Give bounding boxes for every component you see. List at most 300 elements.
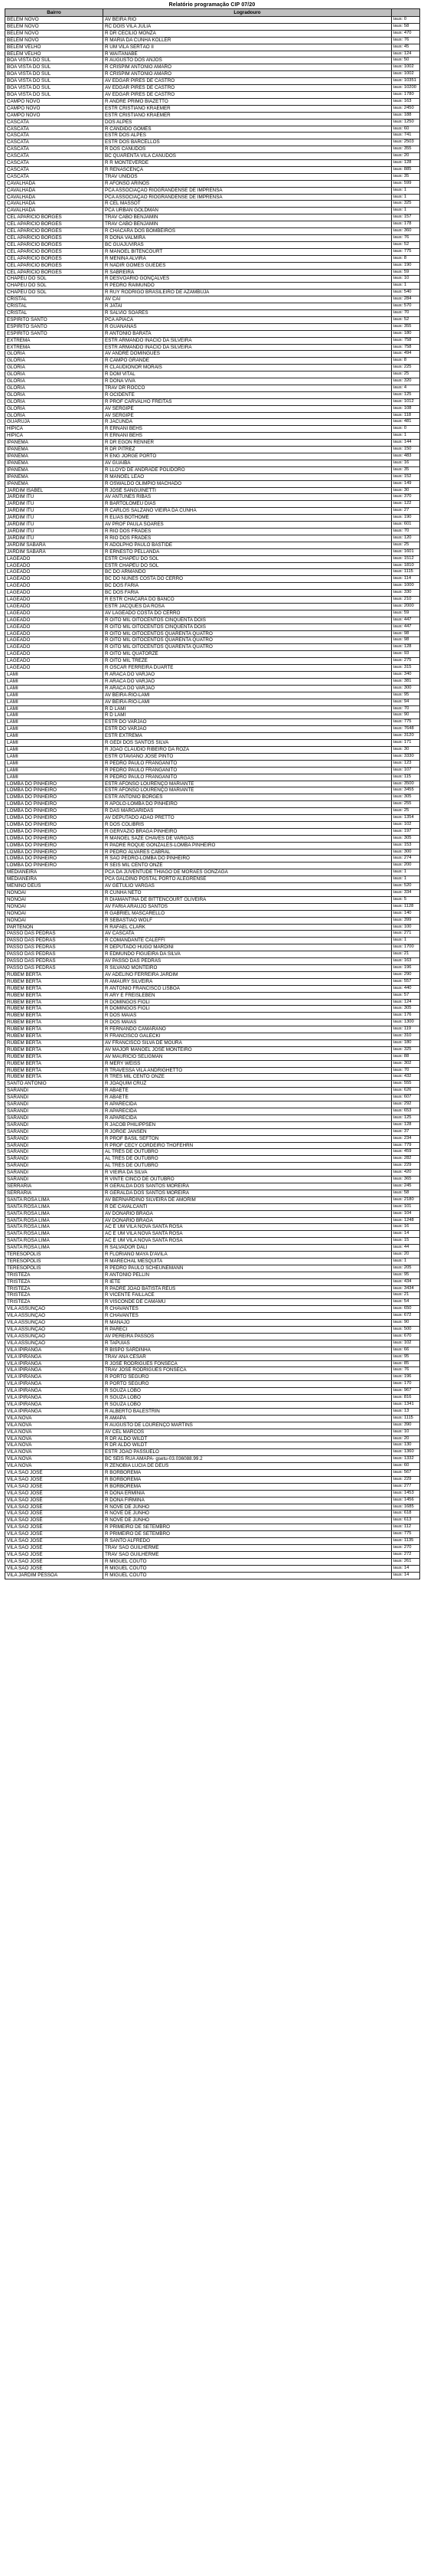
cell-logradouro: ESTR CHAPÉU DO SOL [103,562,392,569]
cell-bairro: LAMI [5,753,103,760]
table-row [5,160,420,167]
cell-logradouro: ESTR AFONSO LOURENÇO MARIANTE [103,787,392,794]
cell-logradouro: R OITO MIL OITOCENTOS CINQUENTA DOIS [103,617,392,624]
table-row [5,1060,420,1067]
cell-logradouro: AV CAI [103,296,392,303]
cell-value: iaus: 104 [392,1210,420,1217]
cell-bairro: CASCATA [5,133,103,139]
cell-bairro: LAGEADO [5,644,103,651]
cell-value: iaus: 650 [392,1306,420,1313]
table-header [5,9,420,17]
cell-bairro: LAGEADO [5,583,103,590]
cell-value: iaus: 1 [392,876,420,883]
cell-logradouro: R NADIR GOMES GUEDES [103,262,392,269]
cell-logradouro: R DIAMANTINA DE BITTENCOURT OLIVEIRA [103,896,392,903]
cell-value: iaus: 1248 [392,1217,420,1224]
cell-logradouro: R DR EGON RENNER [103,440,392,447]
cell-value: iaus: 1 [392,187,420,194]
table-row [5,842,420,849]
cell-bairro: SARANDI [5,1115,103,1121]
cell-bairro: LOMBA DO PINHEIRO [5,835,103,842]
cell-bairro: LOMBA DO PINHEIRO [5,828,103,835]
table-row [5,1340,420,1347]
table-row [5,221,420,228]
cell-logradouro: AV BEIRA RIO [103,17,392,24]
cell-logradouro: ESTR DOS BARCELLOS [103,139,392,146]
cell-bairro: LOMBA DO PINHEIRO [5,808,103,815]
table-row [5,1401,420,1408]
cell-logradouro: AL TRÊS DE OUTUBRO [103,1163,392,1170]
table-row [5,958,420,965]
cell-logradouro: TRAV CABO BENJAMIN [103,221,392,228]
cell-logradouro: TRAV UNIDOS [103,173,392,180]
cell-bairro: VILA ASSUNÇÃO [5,1313,103,1320]
cell-logradouro: R RUY RODRIGO BRASILEIRO DE AZAMBUJA [103,290,392,296]
table-row [5,1408,420,1415]
cell-bairro: IPANEMA [5,453,103,460]
cell-value: iaus: 540 [392,290,420,296]
table-row [5,1538,420,1545]
table-row [5,508,420,515]
table-row [5,1299,420,1306]
cell-value: iaus: 149 [392,480,420,487]
cell-bairro: MEDIANEIRA [5,869,103,876]
cell-value: iaus: 130 [392,1442,420,1449]
cell-bairro: LOMBA DO PINHEIRO [5,856,103,862]
cell-value: iaus: 274 [392,856,420,862]
cell-bairro: JARDIM ITU [5,535,103,542]
cell-bairro: BELÉM NOVO [5,23,103,30]
table-row [5,1210,420,1217]
cell-value: iaus: 320 [392,378,420,385]
cell-value: iaus: 107 [392,767,420,774]
cell-value: iaus: 205 [392,1265,420,1272]
cell-value: iaus: 470 [392,30,420,37]
table-row [5,1504,420,1511]
cell-value: iaus: 20 [392,1435,420,1442]
table-row [5,637,420,644]
table-row [5,917,420,924]
cell-bairro: LOMBA DO PINHEIRO [5,821,103,828]
table-row [5,71,420,78]
table-row [5,1252,420,1259]
cell-logradouro: R DOS MAIAS [103,1020,392,1026]
cell-bairro: NONOAI [5,910,103,917]
table-row [5,794,420,801]
cell-value: iaus: 58 [392,23,420,30]
cell-logradouro: BC QUARENTA VILA CANUDOS [103,153,392,160]
cell-bairro: GLÓRIA [5,385,103,391]
cell-bairro: LAGEADO [5,597,103,604]
table-row [5,644,420,651]
cell-logradouro: R PROF CECY CORDEIRO THOFEHRN [103,1142,392,1149]
cell-value: iaus: 124 [392,51,420,57]
cell-logradouro: R CÂNDIDO GOMES [103,126,392,133]
cell-logradouro: R DR ALDO WILDT [103,1435,392,1442]
cell-logradouro: AV BEIRA-RIO-LAMI [103,692,392,699]
cell-bairro: RUBEM BERTA [5,1053,103,1060]
cell-logradouro: BC DOS FARIA [103,590,392,597]
cell-logradouro: R DOMINGOS FIOLI [103,1006,392,1013]
table-row [5,815,420,822]
table-row [5,241,420,248]
cell-logradouro: TRAV JOSÉ RODRIGUES FONSECA [103,1367,392,1374]
cell-logradouro: R DONA ERMÍNIA [103,1490,392,1497]
cell-value: iaus: 10351 [392,78,420,85]
cell-value: iaus: 163 [392,98,420,105]
cell-logradouro: R CARLOS SALZANO VIEIRA DA CUNHA [103,508,392,515]
cell-value: iaus: 16 [392,460,420,466]
cell-logradouro: R DOMINGOS FIOLI [103,999,392,1006]
cell-bairro: PASSO DAS PEDRAS [5,958,103,965]
table-row [5,1524,420,1531]
cell-logradouro: R PORTO SEGURO [103,1381,392,1388]
cell-bairro: VILA ASSUNÇÃO [5,1340,103,1347]
table-row [5,542,420,548]
cell-logradouro: R ABAETÉ [103,1095,392,1101]
cell-bairro: CASCATA [5,153,103,160]
table-row [5,1333,420,1340]
cell-bairro: LAMI [5,726,103,733]
cell-bairro: VILA SÃO JOSÉ [5,1470,103,1477]
cell-value: iaus: 10200 [392,85,420,92]
table-row [5,1081,420,1088]
cell-value: iaus: 76 [392,235,420,242]
table-row [5,78,420,85]
cell-logradouro: R PEDRO PAULO FRANGANITO [103,767,392,774]
cell-logradouro: R AFONSO ARINOS [103,180,392,187]
cell-value: iaus: 10 [392,1429,420,1435]
cell-bairro: BELÉM NOVO [5,30,103,37]
cell-bairro: VILA IPIRANGA [5,1360,103,1367]
cell-bairro: BOA VISTA DO SUL [5,91,103,98]
cell-value: iaus: 1250 [392,119,420,126]
table-row [5,1101,420,1108]
cell-value: iaus: 3434 [392,1285,420,1292]
cell-logradouro: R OSWALDO OLIMPIO MACHADO [103,480,392,487]
table-row [5,153,420,160]
table-row [5,480,420,487]
cell-bairro: IPANEMA [5,447,103,453]
table-row [5,372,420,378]
cell-logradouro: AC E UM VILA NOVA SANTA ROSA [103,1224,392,1231]
table-row [5,1033,420,1040]
table-row [5,1121,420,1128]
cell-value: iaus: 128 [392,644,420,651]
cell-bairro: GLÓRIA [5,365,103,372]
cell-value: iaus: 27 [392,508,420,515]
cell-value: iaus: 261 [392,1558,420,1565]
table-row [5,1429,420,1435]
table-row [5,964,420,971]
table-row [5,23,420,30]
cell-value: iaus: 95 [392,692,420,699]
cell-value: iaus: 305 [392,794,420,801]
table-row [5,398,420,405]
cell-value: iaus: 59 [392,269,420,276]
cell-logradouro: R GEDI DOS SANTOS SILVA [103,740,392,747]
table-row [5,1039,420,1046]
cell-logradouro: R ANTÔNIO FRANCISCO LISBOA [103,985,392,992]
cell-value: iaus: 305 [392,835,420,842]
table-row [5,767,420,774]
cell-bairro: EXTREMA [5,337,103,344]
table-row [5,1435,420,1442]
cell-value: iaus: 88 [392,1053,420,1060]
cell-value: iaus: 54 [392,1299,420,1306]
cell-value: iaus: 225 [392,365,420,372]
table-row [5,856,420,862]
cell-logradouro: R MIGUEL COUTO [103,1565,392,1572]
cell-value: iaus: 1453 [392,1490,420,1497]
cell-value: iaus: 0 [392,17,420,24]
cell-bairro: CAMPO NOVO [5,105,103,112]
table-row [5,658,420,665]
table-row [5,1238,420,1245]
cell-bairro: NONOAI [5,917,103,924]
cell-logradouro: AV SERGIPE [103,412,392,419]
cell-value: iaus: 310 [392,1033,420,1040]
cell-logradouro: ESTR CRISTIANO KRAEMER [103,105,392,112]
cell-bairro: VILA IPIRANGA [5,1381,103,1388]
cell-logradouro: R ERNANI BEHS [103,433,392,440]
table-row [5,890,420,897]
cell-value: iaus: 180 [392,1039,420,1046]
cell-bairro: CAVALHADA [5,180,103,187]
cell-bairro: LAMI [5,699,103,705]
cell-bairro: LAGEADO [5,555,103,562]
table-row [5,201,420,208]
cell-value: iaus: 1780 [392,91,420,98]
cell-value: iaus: 481 [392,419,420,426]
cell-bairro: LAGEADO [5,590,103,597]
table-row [5,896,420,903]
cell-logradouro: R NOVE DE JUNHO [103,1511,392,1517]
cell-logradouro: R BORBOREMA [103,1470,392,1477]
cell-value: iaus: 76 [392,37,420,44]
cell-value: iaus: 1512 [392,555,420,562]
cell-bairro: SARANDI [5,1135,103,1142]
cell-bairro: LAGEADO [5,569,103,576]
table-row [5,1415,420,1422]
cell-logradouro: ESTR DOS ALPES [103,133,392,139]
table-row [5,849,420,856]
cell-value: iaus: 57 [392,992,420,999]
cell-logradouro: R VISCONDE DE CAMAMU [103,1299,392,1306]
cell-logradouro: R MARECHAL MESQUITA [103,1258,392,1265]
cell-bairro: VILA IPIRANGA [5,1401,103,1408]
cell-value: iaus: 124 [392,999,420,1006]
table-row [5,951,420,958]
cell-value: iaus: 190 [392,515,420,522]
cell-value: iaus: 3330 [392,753,420,760]
cell-value: iaus: 325 [392,1046,420,1053]
cell-value: iaus: 122 [392,501,420,508]
cell-logradouro: ESTR DO VARJÃO [103,726,392,733]
cell-bairro: PASSO DAS PEDRAS [5,951,103,958]
cell-bairro: CASCATA [5,139,103,146]
cell-value: iaus: 52 [392,241,420,248]
cell-value: iaus: 1002 [392,64,420,71]
table-row [5,1265,420,1272]
table-row [5,548,420,555]
column-header-bairro: Bairro [5,9,103,17]
cell-value: iaus: 45 [392,44,420,51]
cell-logradouro: R TAPUIAS [103,1340,392,1347]
cell-value: iaus: 758 [392,344,420,351]
cell-logradouro: TRAV DR ROCCO [103,385,392,391]
cell-bairro: CASCATA [5,160,103,167]
table-row [5,617,420,624]
table-row [5,610,420,617]
cell-logradouro: R TRÊS MIL CENTO ONZE [103,1074,392,1081]
cell-logradouro: R SOUZA LOBO [103,1388,392,1395]
cell-logradouro: R MERY WEISS [103,1060,392,1067]
cell-value: iaus: 618 [392,1511,420,1517]
cell-value: iaus: 25 [392,808,420,815]
cell-value: iaus: 315 [392,665,420,672]
cell-value: iaus: 340 [392,672,420,679]
cell-logradouro: R JACOB PHILIPPSEN [103,1121,392,1128]
cell-logradouro: R JORGE JANSEN [103,1128,392,1135]
cell-logradouro: R JACUNDA [103,419,392,426]
cell-logradouro: R GERALDA DOS SANTOS MOREIRA [103,1190,392,1196]
cell-logradouro: ESTR JACQUES DA ROSA [103,603,392,610]
table-row [5,309,420,316]
cell-logradouro: R ANTÔNIO PELLIN [103,1272,392,1278]
cell-value: iaus: 180 [392,330,420,337]
cell-logradouro: R COMANDANTE CALEFFI [103,938,392,944]
table-row [5,1306,420,1313]
cell-logradouro: R LLOYD DE ANDRADE POLIDORO [103,466,392,473]
cell-bairro: LAGEADO [5,624,103,630]
cell-bairro: VILA SÃO JOSÉ [5,1497,103,1504]
table-row [5,1149,420,1156]
table-row [5,17,420,24]
cell-logradouro: R GUANANAS [103,323,392,330]
table-row [5,1463,420,1470]
table-row [5,597,420,604]
cell-value: iaus: 59 [392,610,420,617]
cell-bairro: NONOAI [5,890,103,897]
cell-logradouro: R CEL MASSOT [103,201,392,208]
cell-logradouro: AV SERGIPE [103,405,392,412]
cell-logradouro: ESTR CRISTIANO KRAEMER [103,112,392,119]
cell-logradouro: AV GUAIBA [103,460,392,466]
table-row [5,173,420,180]
cell-logradouro: R ARACA DO VARJÃO [103,678,392,685]
cell-bairro: RUBEM BERTA [5,978,103,985]
cell-logradouro: R PEDRO ÁLVARES CABRAL [103,849,392,856]
cell-logradouro: AV CEL MARCOS [103,1429,392,1435]
cell-logradouro: R AMAPÁ [103,1415,392,1422]
cell-logradouro: TRAV SAO GUILHERME [103,1545,392,1552]
cell-bairro: TERESÓPOLIS [5,1252,103,1259]
cell-value: iaus: 25 [392,542,420,548]
table-row [5,276,420,283]
table-row [5,978,420,985]
cell-bairro: PASSO DAS PEDRAS [5,931,103,938]
cell-value: iaus: 355 [392,146,420,153]
table-row [5,1088,420,1095]
cell-value: iaus: 775 [392,1531,420,1538]
cell-logradouro: BC GUAJUVIRAS [103,241,392,248]
cell-value: iaus: 1 [392,283,420,290]
cell-bairro: JARDIM SABARÁ [5,548,103,555]
cell-value: iaus: 282 [392,1156,420,1163]
table-row [5,719,420,726]
table-row [5,358,420,365]
cell-value: iaus: 197 [392,828,420,835]
cell-logradouro: R JATAI [103,303,392,310]
cell-bairro: HÍPICA [5,433,103,440]
cell-logradouro: ESTR EXTREMA [103,733,392,740]
cell-logradouro: AV FRANCISCO SILVA DE MOURA [103,1039,392,1046]
cell-bairro: VILA SÃO JOSÉ [5,1524,103,1531]
cell-logradouro: R WAITANABE [103,51,392,57]
cell-value: iaus: 370 [392,494,420,501]
cell-bairro: VILA SÃO JOSÉ [5,1511,103,1517]
cell-logradouro: R DR PITREZ [103,447,392,453]
cell-value: iaus: 90 [392,712,420,719]
cell-logradouro: R OCIDENTE [103,391,392,398]
cell-bairro: IPANEMA [5,466,103,473]
cell-logradouro: R MANAJO [103,1320,392,1327]
cell-bairro: ESPÍRITO SANTO [5,316,103,323]
table-row [5,522,420,529]
cell-value: iaus: 459 [392,1149,420,1156]
table-row [5,555,420,562]
cell-value: iaus: 672 [392,1313,420,1320]
table-row [5,1367,420,1374]
cell-bairro: CEL APARICIO BORGES [5,228,103,235]
cell-logradouro: R ZENOBIA LUCIA DE DEUS [103,1463,392,1470]
table-row [5,992,420,999]
cell-value: iaus: 300 [392,849,420,856]
table-row [5,405,420,412]
cell-bairro: SERRARIA [5,1183,103,1190]
cell-logradouro: AV PROF PAULA SOARES [103,522,392,529]
cell-bairro: IPANEMA [5,440,103,447]
cell-bairro: VILA NOVA [5,1442,103,1449]
cell-bairro: TERESÓPOLIS [5,1258,103,1265]
cell-value: iaus: 196 [392,1374,420,1381]
cell-value: iaus: 5 [392,896,420,903]
table-row [5,1020,420,1026]
cell-value: iaus: 190 [392,262,420,269]
cell-value: iaus: 70 [392,309,420,316]
table-row [5,828,420,835]
cell-logradouro: R SILVANO MONTEIRO [103,964,392,971]
cell-bairro: SARANDI [5,1156,103,1163]
cell-logradouro: R PROF BASIL SEFTON [103,1135,392,1142]
table-row [5,1456,420,1463]
cell-value: iaus: 775 [392,248,420,255]
table-row [5,460,420,466]
cell-bairro: PASSO DAS PEDRAS [5,964,103,971]
cell-value: iaus: 35 [392,173,420,180]
cell-bairro: SARANDI [5,1177,103,1183]
cell-bairro: CASCATA [5,173,103,180]
cell-logradouro: AV CASCATA [103,931,392,938]
cell-bairro: ESPÍRITO SANTO [5,323,103,330]
table-row [5,187,420,194]
cell-logradouro: AV BEIRA-RIO-LAMI [103,699,392,705]
cell-bairro: PASSO DAS PEDRAS [5,944,103,951]
cell-logradouro: AV ADELINO FERREIRA JARDIM [103,971,392,978]
cell-logradouro: AL TRÊS DE OUTUBRO [103,1156,392,1163]
cell-value: iaus: 1 [392,208,420,214]
